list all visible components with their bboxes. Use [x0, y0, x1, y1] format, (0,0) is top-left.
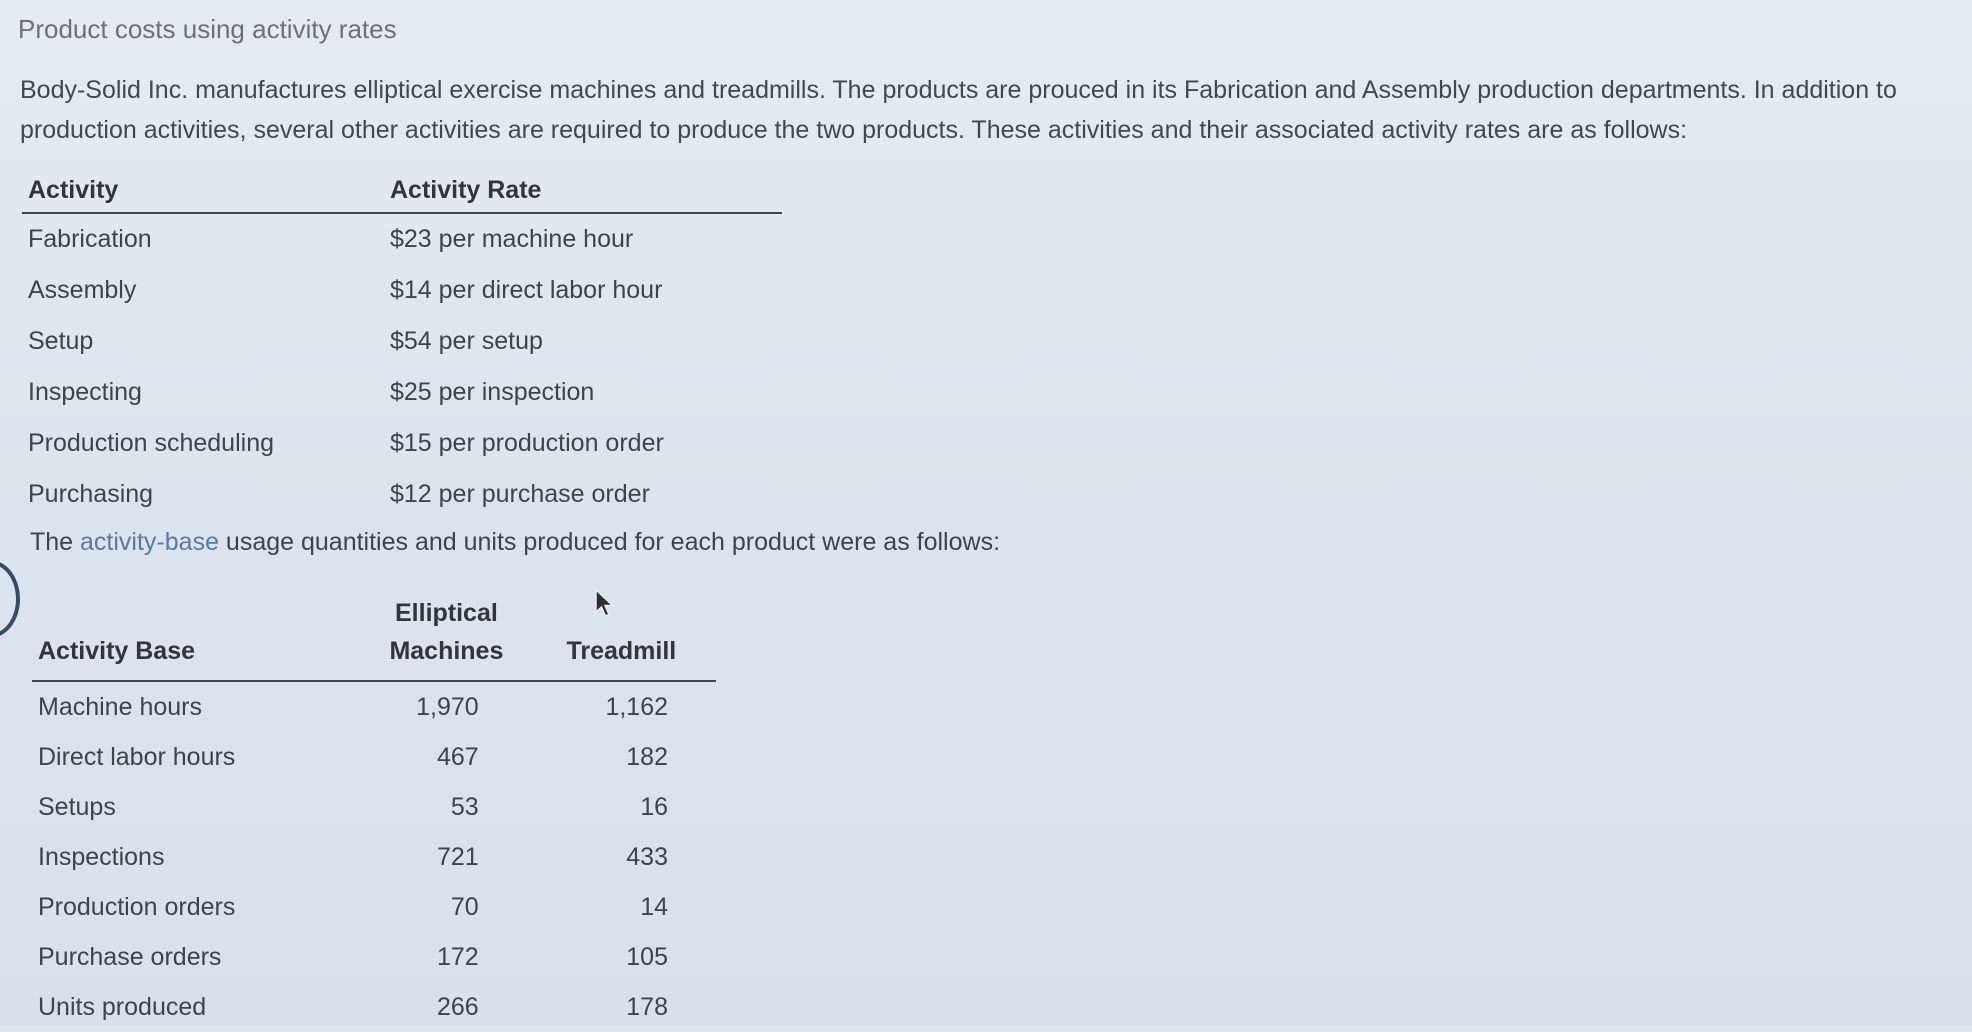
usage-intro — [30, 528, 1000, 557]
treadmill-value: 182 — [626, 742, 668, 771]
header-elliptical-machines — [366, 580, 527, 681]
elliptical-value: 266 — [436, 992, 479, 1021]
header-activity-base: Activity Base — [38, 637, 196, 665]
elliptical-value: 70 — [450, 892, 479, 921]
table-row — [22, 316, 782, 367]
elliptical-value: 467 — [436, 742, 479, 771]
table-row — [22, 265, 782, 316]
activity-rate: $25 per inspection — [390, 378, 595, 406]
header-activity-rate: Activity Rate — [390, 175, 542, 204]
activity-base-name: Inspections — [38, 842, 165, 871]
table-row — [32, 932, 716, 982]
usage-intro-suffix: usage quantities and units produced for each product were as follows: — [218, 528, 1001, 556]
table-header-row — [22, 168, 782, 213]
problem-intro: Body-Solid Inc. manufactures elliptical exercise machines and treadmills. The products are prouced in its Fabrication and Assembly production departments. In addition to production activities, several other activities are required to produce the two products. These activities and their associated activity rates are as follows: — [20, 76, 1897, 144]
activity-base-term-link[interactable]: activity-base — [80, 528, 219, 556]
activity-rate: $54 per setup — [390, 327, 543, 355]
treadmill-value: 16 — [640, 792, 668, 821]
activity-rate: $14 per direct labor hour — [390, 276, 663, 304]
activity-base-name: Purchase orders — [38, 942, 222, 971]
table-row — [22, 418, 782, 469]
activity-base-name: Production orders — [38, 892, 236, 921]
activity-name: Setup — [28, 327, 94, 355]
header-treadmill: Treadmill — [566, 637, 677, 665]
treadmill-value: 105 — [626, 942, 668, 971]
table-row — [32, 832, 716, 882]
table-row — [32, 732, 716, 782]
header-elliptical-line2: Machines — [389, 637, 504, 665]
usage-intro-prefix: The — [30, 528, 81, 556]
activity-name: Production scheduling — [28, 429, 274, 457]
treadmill-value: 433 — [626, 842, 668, 871]
activity-base-name: Units produced — [38, 992, 207, 1021]
table-row — [32, 882, 716, 932]
activity-rate: $15 per production order — [390, 429, 664, 457]
treadmill-value: 178 — [626, 992, 668, 1021]
elliptical-value: 721 — [436, 842, 479, 871]
page-title: Product costs using activity rates — [18, 14, 397, 44]
table-row — [32, 681, 716, 732]
activity-usage-table — [32, 580, 716, 1032]
elliptical-value: 172 — [436, 942, 479, 971]
activity-base-name: Machine hours — [38, 692, 202, 721]
activity-rates-table — [22, 168, 782, 520]
table-row — [22, 213, 782, 265]
table-header-row — [32, 580, 716, 681]
activity-name: Inspecting — [28, 378, 142, 406]
header-activity: Activity — [28, 175, 119, 204]
activity-rate: $12 per purchase order — [390, 480, 650, 508]
table-row — [22, 367, 782, 418]
circle-marker — [0, 560, 20, 638]
treadmill-value: 14 — [640, 892, 668, 921]
activity-base-name: Setups — [38, 792, 116, 821]
table-row — [22, 469, 782, 520]
elliptical-value: 53 — [450, 792, 479, 821]
table-row — [32, 982, 716, 1032]
table-row — [32, 782, 716, 832]
activity-name: Fabrication — [28, 225, 152, 253]
header-elliptical-line1: Elliptical — [395, 599, 498, 627]
activity-name: Purchasing — [28, 480, 154, 508]
activity-rate: $23 per machine hour — [390, 225, 634, 253]
activity-name: Assembly — [28, 276, 137, 304]
elliptical-value: 1,970 — [416, 692, 479, 721]
activity-base-name: Direct labor hours — [38, 742, 236, 771]
treadmill-value: 1,162 — [605, 692, 668, 721]
